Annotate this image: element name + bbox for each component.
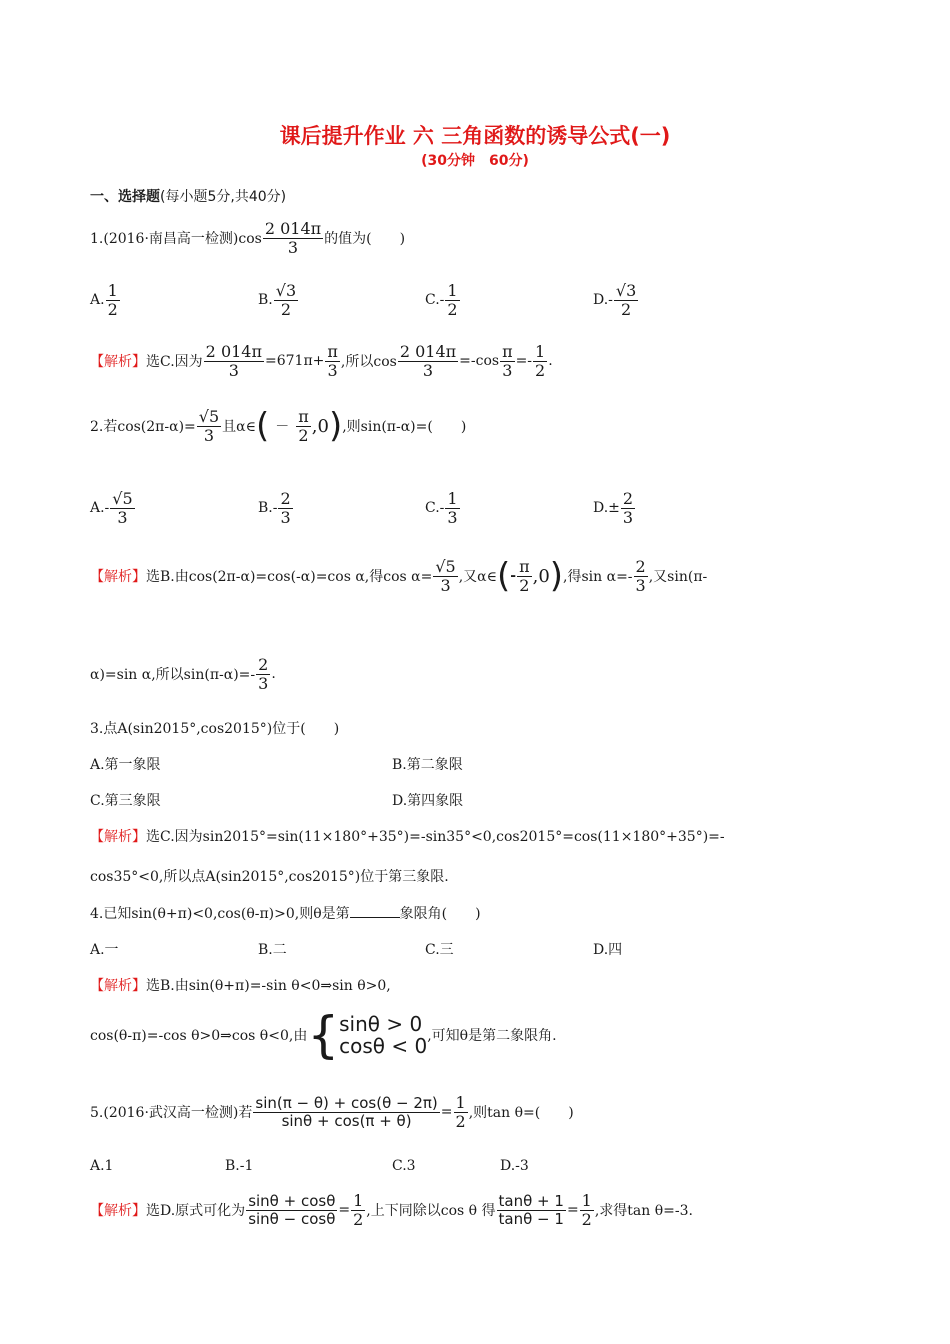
q1-sol-t6: . [548,353,553,370]
q1-option-a-den: 2 [107,299,118,319]
q1-frac-num: 2 014π [264,219,322,238]
q1-option-c [425,282,461,318]
q5-sol-eq1: = [338,1202,351,1219]
q2-option-b-num: 2 [280,489,291,508]
q1-option-c-den: 2 [447,299,458,319]
q5-option-b: B.-1 [225,1158,254,1174]
q1-option-d-num: √3 [615,281,637,300]
q1-sol-t1: 选C.因为 [146,354,203,371]
q2-option-b-fraction [278,490,292,526]
q5-sol-f1d: sinθ − cosθ [248,1209,336,1228]
q5-sol-eq2: = [566,1202,579,1219]
q2-sol-int-minus: - [510,568,517,585]
q1-option-b-fraction [274,282,298,318]
q1-option-d-den: 2 [621,299,632,319]
question-5-stem [90,1094,574,1130]
q1-sol-f2n: π [327,342,338,361]
q2-option-b-den: 3 [280,507,291,527]
q5-sol-frac2 [497,1193,566,1227]
q2-sol-int-tail: ,0 [532,565,550,587]
q1-sol-f4n: π [502,342,513,361]
q1-option-b [258,282,299,318]
q1-option-d-fraction [614,282,638,318]
q2-option-b [258,490,294,526]
q1-sol-f3n: 2 014π [399,342,457,361]
q2-option-c-fraction [445,490,459,526]
left-paren: ( [255,406,270,447]
q2-sol-int-frac [517,558,532,594]
q5-sol-f1n: sinθ + cosθ [248,1192,336,1211]
q5-frac [253,1095,439,1129]
q4-pre: 4.已知sin(θ+π)<0,cos(θ-π)>0,则θ是第 [90,906,350,922]
q1-option-c-fraction [445,282,459,318]
q2-sol-int-num: π [519,557,530,576]
q1-sol-frac4 [500,343,515,379]
q5-sol-t3: ,求得tan θ=-3. [594,1203,693,1220]
q2-solution-line1 [90,556,708,597]
q2-option-c-label: C.- [425,500,445,517]
q5-sol-h1d: 2 [353,1209,364,1229]
q1-sol-frac2 [325,343,340,379]
q4-cases [339,1013,427,1057]
question-3-stem: 3.点A(sin2015°,cos2015°)位于( ) [90,721,340,737]
q3-solution-line1 [90,826,725,846]
q4-post: 象限角( ) [399,906,481,922]
q4-solution-line1 [90,975,391,995]
q5-eq: = [440,1104,453,1121]
q2-sol-t1: 选B.由cos(2π-α)=cos(-α)=cos α,得cos α= [146,569,433,586]
q1-post: 的值为( ) [324,231,406,248]
section-label: 一、选择题 [90,189,160,205]
q1-sol-f3d: 3 [422,360,434,380]
q4-option-c: C.三 [425,942,454,958]
q5-option-a: A.1 [90,1158,114,1174]
q3-option-d: D.第四象限 [392,793,464,809]
q5-half [454,1094,468,1130]
q5-sol-f2d: tanθ − 1 [498,1209,564,1228]
right-paren: ) [328,406,343,447]
q5-sol-h2d: 2 [581,1209,592,1229]
q1-option-d [593,282,639,318]
q4-option-a: A.一 [90,942,119,958]
q2-option-a-num: √5 [112,489,133,508]
q1-sol-f1d: 3 [228,360,239,380]
q2-solution-line2 [90,656,276,692]
q4-case1: sinθ > 0 [339,1012,423,1036]
q2-sol-f1n: √5 [435,557,456,576]
q1-pre: 1.(2016·南昌高一检测)cos [90,231,262,248]
right-paren: ) [549,556,564,597]
left-brace: { [307,1006,340,1064]
q2-pre: 2.若cos(2π-α)= [90,419,196,436]
q2-int-frac [296,408,311,444]
q1-option-b-num: √3 [275,281,297,300]
q2-option-a-fraction [110,490,134,526]
q2-solution-tag: 【解析】 [90,569,146,586]
question-2-stem [90,406,467,447]
q2-mid: 且α∈ [222,419,256,436]
q2-sol-t4: ,又sin(π- [648,569,708,586]
q5-post: ,则tan θ=( ) [468,1105,574,1122]
q5-pre: 5.(2016·武汉高一检测)若 [90,1105,253,1122]
q1-sol-t5: =- [515,353,533,370]
q5-option-d: D.-3 [500,1158,529,1174]
q5-sol-frac1 [246,1193,337,1227]
q5-hd: 2 [455,1111,466,1131]
q5-solution-tag: 【解析】 [90,1203,146,1220]
question-4-stem [90,903,481,923]
page-subtitle: (30分钟 60分) [421,153,529,169]
section-heading [90,186,286,206]
q2-sol-f3n: 2 [258,655,269,674]
q1-sol-f4d: 3 [502,360,513,380]
q4-solution-tag: 【解析】 [90,978,146,994]
q2-sol-t5: . [271,666,276,683]
q3-option-c: C.第三象限 [90,793,161,809]
q1-solution-tag: 【解析】 [90,354,146,371]
q2-sol-f2d: 3 [635,575,646,595]
page-title: 课后提升作业 六 三角函数的诱导公式(一) [279,124,671,148]
q4-sol-line2-pre: cos(θ-π)=-cos θ>0⇒cos θ<0,由 [90,1028,308,1044]
q2-sol-frac3 [256,656,270,692]
q5-solution [90,1192,693,1228]
q2-option-d-label: D.± [593,500,620,517]
answer-blank[interactable] [350,903,400,918]
q2-sol-f3d: 3 [258,673,269,693]
q1-option-a-label: A. [90,292,105,309]
q2-int-den: 2 [298,425,309,445]
q2-option-c-den: 3 [447,507,458,527]
q5-sol-h2n: 1 [581,1191,592,1210]
q1-sol-f1n: 2 014π [205,342,262,361]
q2-f1d: 3 [203,425,215,445]
q4-sol-line2-post: ,可知θ是第二象限角. [427,1028,557,1044]
q1-sol-t2: =671π+ [265,353,325,370]
q4-option-b: B.二 [258,942,287,958]
q5-hn: 1 [455,1093,466,1112]
q1-option-a-fraction [106,282,120,318]
q2-option-d-den: 3 [622,507,634,527]
q1-frac-den: 3 [287,237,299,257]
q5-sol-half2 [580,1192,594,1228]
q1-sol-f2d: 3 [327,360,338,380]
q1-sol-f5n: 1 [535,342,546,361]
q2-option-b-label: B.- [258,500,278,517]
q2-int-minus: － [275,419,290,436]
q5-sol-f2n: tanθ + 1 [498,1192,564,1211]
q1-option-a [90,282,121,318]
q5-sol-t1: 选D.原式可化为 [146,1203,246,1220]
q2-sol-frac2 [634,558,648,594]
q4-sol-line1: 选B.由sin(θ+π)=-sin θ<0⇒sin θ>0, [146,978,391,994]
q2-option-a-den: 3 [117,507,128,527]
q2-int-tail: ,0 [311,415,329,437]
question-1-stem [90,220,405,256]
q2-sol-t2: ,又α∈ [458,569,497,586]
q2-frac1 [197,408,221,444]
q2-sol-f2n: 2 [635,557,646,576]
q4-option-d: D.四 [593,942,623,958]
q2-sol-t3: ,得sin α=- [563,569,633,586]
q2-option-a [90,490,136,526]
q1-option-c-num: 1 [447,281,458,300]
q3-solution-tag: 【解析】 [90,829,146,845]
q1-option-b-label: B. [258,292,273,309]
q5-option-c: C.3 [392,1158,416,1174]
q3-solution-line2: cos35°<0,所以点A(sin2015°,cos2015°)位于第三象限. [90,869,449,885]
q5-sol-t2: ,上下同除以cos θ 得 [366,1203,496,1220]
q2-option-d [593,490,636,526]
section-note: (每小题5分,共40分) [160,189,287,205]
q1-option-c-label: C.- [425,292,445,309]
q1-option-d-label: D.- [593,292,613,309]
q2-option-d-fraction [621,490,635,526]
q1-sol-frac5 [533,343,547,379]
q3-option-a: A.第一象限 [90,757,161,773]
q2-sol-f1d: 3 [440,575,451,595]
left-paren: ( [497,556,511,597]
q2-sol-int-den: 2 [519,575,530,595]
q3-sol-line1: 选C.因为sin2015°=sin(11×180°+35°)=-sin35°<0,cos2015°=cos(11×180°+35°)=- [146,829,725,845]
q2-option-a-label: A.- [90,500,110,517]
q2-option-c-num: 1 [447,489,458,508]
q2-option-c [425,490,461,526]
q1-solution [90,343,553,379]
q1-option-a-num: 1 [107,281,118,300]
q1-sol-t3: ,所以cos [340,354,397,371]
q4-solution-line2 [90,1006,557,1064]
q3-option-b: B.第二象限 [392,757,463,773]
q2-post: ,则sin(π-α)=( ) [342,419,467,436]
q5-sol-h1n: 1 [353,1191,364,1210]
q2-sol-line2: α)=sin α,所以sin(π-α)=- [90,667,256,684]
q2-option-d-num: 2 [622,489,634,508]
q1-sol-frac3 [398,343,458,379]
q1-sol-f5d: 2 [535,360,546,380]
q2-f1n: √5 [198,407,220,426]
q5-fn: sin(π − θ) + cos(θ − 2π) [255,1094,438,1113]
q2-sol-frac1 [433,558,457,594]
q4-case2: cosθ < 0 [339,1034,428,1058]
q5-sol-half1 [351,1192,365,1228]
q1-sol-frac1 [204,343,264,379]
q2-int-num: π [298,407,309,426]
q1-option-b-den: 2 [280,299,292,319]
q1-fraction [263,220,323,256]
q5-fd: sinθ + cos(π + θ) [281,1111,412,1130]
q1-sol-t4: =-cos [459,353,500,370]
